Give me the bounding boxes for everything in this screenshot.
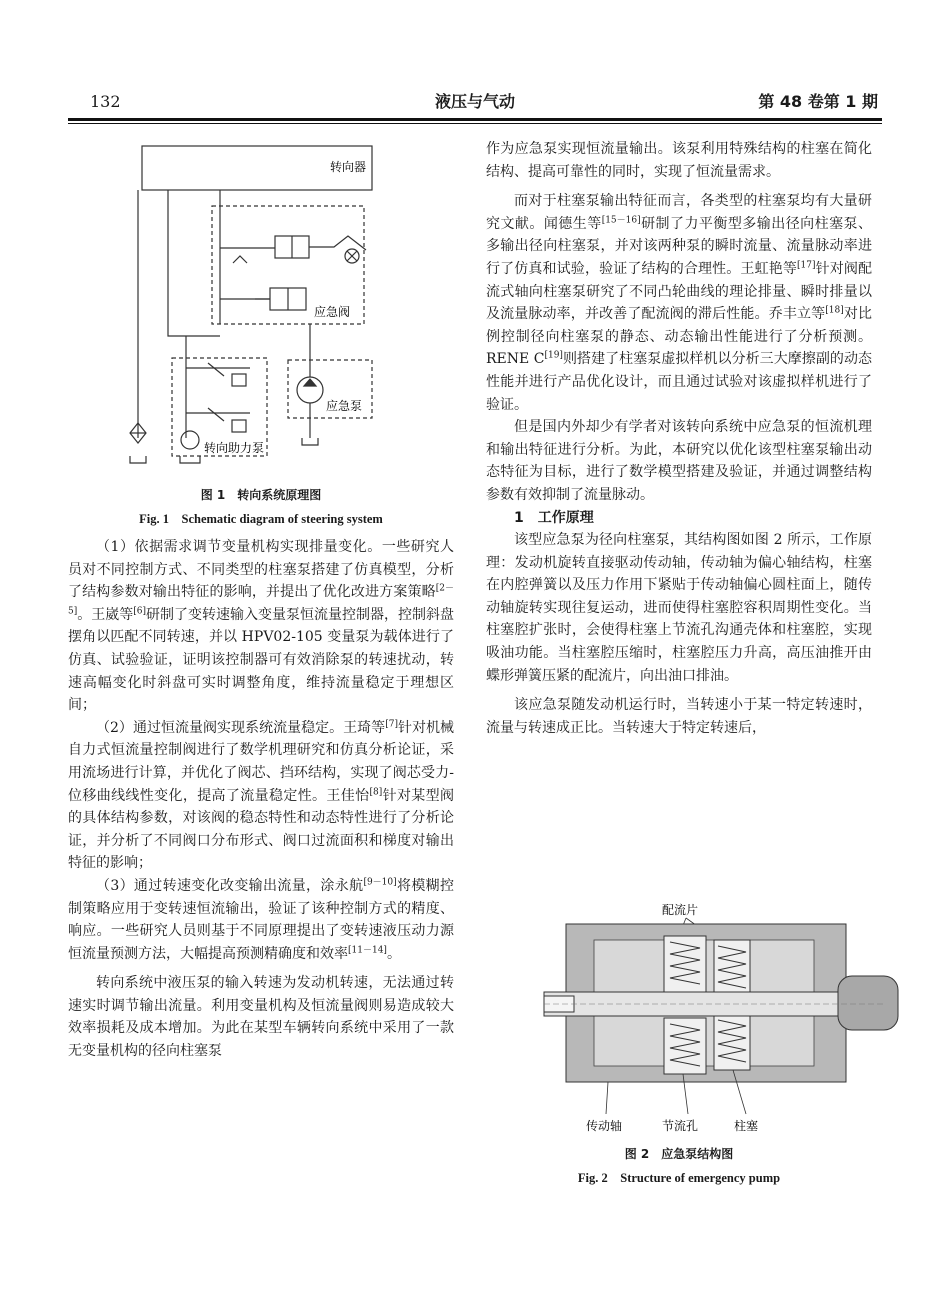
paragraph: 但是国内外却少有学者对该转向系统中应急泵的恒流机理和输出特征进行分析。为此，本研究以优化该型柱塞泵输出动态特征为目标，进行了数学模型搭建及验证，并通过调整结构参数有效抑制了流量脉动。: [486, 419, 872, 503]
figure2-caption-en: Fig. 2 Structure of emergency pump: [577, 1171, 781, 1185]
paragraph: 该型应急泵为径向柱塞泵，其结构图如图 2 所示，工作原理：发动机旋转直接驱动传动轴，传动轴为偏心轴结构，柱塞在内腔弹簧以及压力作用下紧贴于传动轴偏心圆柱面上，随传动轴旋转实现往复运动，进而使得柱塞腔容积周期性变化。当柱塞腔扩张时，会使得柱塞上节流孔沟通壳体和柱塞腔，实现吸油功能。当柱塞腔压缩时，柱塞腔压力升高，高压油推开由蝶形弹簧压紧的配流片，向出油口排油。: [486, 532, 872, 684]
right-column: [486, 138, 872, 739]
journal-name: 液压与气动: [434, 92, 515, 111]
figure1-caption-en: Fig. 1 Schematic diagram of steering system: [139, 512, 383, 526]
figure1-schematic: [120, 138, 380, 478]
issue-label: 第 48 卷第 1 期: [758, 92, 878, 111]
label-steering-gear: 转向器: [330, 160, 367, 174]
label-emergency-pump: 应急泵: [326, 399, 363, 413]
paragraph: 该应急泵随发动机运行时，当转速小于某一特定转速时，流量与转速成正比。当转速大于特定转速后，: [486, 697, 872, 736]
paragraph: 转向系统中液压泵的输入转速为发动机转速，无法通过转速实时调节输出流量。利用变量机构及恒流量阀则易造成较大效率损耗及成本增加。为此在某型车辆转向系统中采用了一款无变量机构的径向柱塞泵: [68, 975, 454, 1060]
paragraph: 作为应急泵实现恒流量输出。该泵利用特殊结构的柱塞在简化结构、提高可靠性的同时，实现了恒流量需求。: [486, 141, 872, 180]
section-title: 1 工作原理: [514, 509, 594, 526]
page-number: 132: [90, 92, 121, 111]
header-rule-thick: [68, 118, 882, 121]
left-column: [68, 536, 454, 1063]
label-orifice: 节流孔: [662, 1119, 699, 1133]
label-emergency-valve: 应急阀: [314, 305, 351, 319]
header-rule-thin: [68, 123, 882, 124]
paragraph: （2）通过恒流量阀实现系统流量稳定。王琦等[7]针对机械自力式恒流量控制阀进行了数学机理研究和仿真分析论证，采用流场进行计算，并优化了阀芯、挡环结构，实现了阀芯受力-位移曲线线性变化，提高了流量稳定性。王佳怡[8]针对某型阀的具体结构参数，对该阀的稳态特性和动态特性进行了分析论证，并分析了不同阀口分布形式、阀口过流面积和梯度对输出特征的影响；: [68, 719, 455, 872]
paragraph: （3）通过转速变化改变输出流量，涂永航[9－10]将模糊控制策略应用于变转速恒流输出，验证了该种控制方式的精度、响应。一些研究人员则基于不同原理提出了变转速液压动力源恒流量预测方法，大幅提高预测精确度和效率[11－14]。: [68, 877, 455, 962]
figure2-caption-cn: 图 2 应急泵结构图: [624, 1147, 734, 1161]
figure1-caption-cn: 图 1 转向系统原理图: [200, 488, 322, 502]
paragraph: （1）依据需求调节变量机构实现排量变化。一些研究人员对不同控制方式、不同类型的柱塞泵搭建了仿真模型，分析了结构参数对输出特征的影响，并提出了优化改进方案策略[2－5]。王崴等[6]研制了变转速输入变量泵恒流量控制器，控制斜盘摆角以匹配不同转速，并以 HPV02-105 变量泵为载体进行了仿真、试验验证，证明该控制器可有效消除泵的转速扰动，转速高幅变化时斜盘可实时调整角度，维持流量稳定于理想区间；: [68, 539, 454, 714]
figure2-pump-structure: [538, 900, 928, 1140]
label-drive-shaft: 传动轴: [586, 1119, 623, 1133]
label-valve-plate: 配流片: [662, 903, 699, 917]
paragraph: 而对于柱塞泵输出特征而言，各类型的柱塞泵均有大量研究文献。闻德生等[15－16]研制了力平衡型多输出径向柱塞泵、多输出径向柱塞泵，并对该两种泵的瞬时流量、流量脉动率进行了仿真和试验，验证了结构的合理性。王虹艳等[17]针对阀配流式轴向柱塞泵研究了不同凸轮曲线的理论排量、瞬时排量以及流量脉动率，并改善了配流阀的滞后性能。乔丰立等[18]对比例控制径向柱塞泵的静态、动态输出性能进行了分析预测。RENE C[19]则搭建了柱塞泵虚拟样机以分析三大摩擦副的动态性能并进行产品优化设计，而且通过试验对该虚拟样机进行了验证。: [486, 193, 873, 413]
label-plunger: 柱塞: [734, 1119, 759, 1133]
label-steering-pump: 转向助力泵: [204, 441, 265, 455]
